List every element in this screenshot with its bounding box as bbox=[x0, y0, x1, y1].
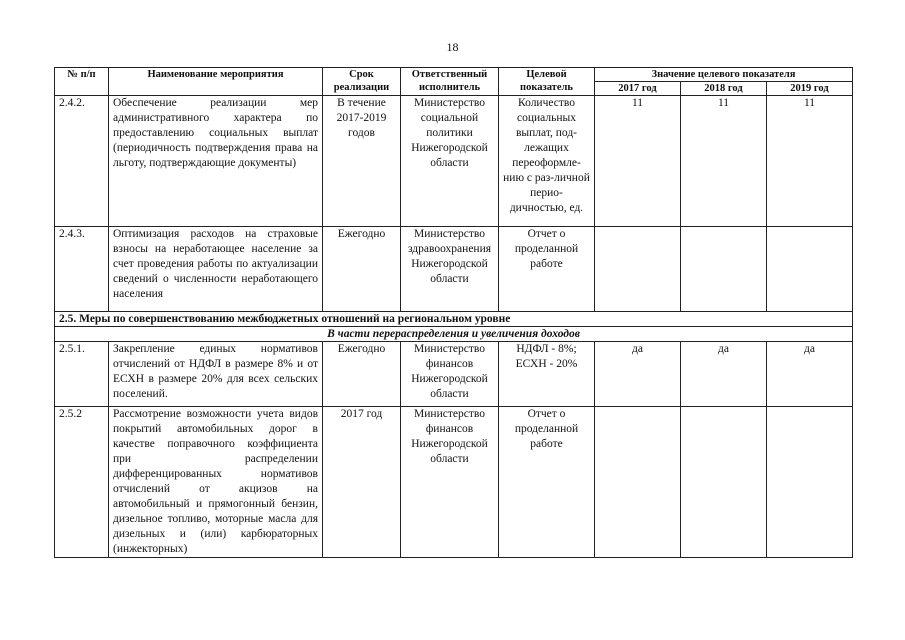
table-row bbox=[55, 227, 853, 312]
table-row bbox=[55, 96, 853, 227]
measure-term: В течение 2017-2019 годов bbox=[323, 96, 401, 227]
measure-name: Закрепление единых нормативов отчислений от НДФЛ в размере 8% и от ЕСХН в размере 20% для всех сельских поселений. bbox=[109, 342, 323, 407]
header-num: № п/п bbox=[55, 68, 109, 96]
header-year-2017: 2017 год bbox=[595, 82, 681, 96]
value-2018: 11 bbox=[681, 96, 767, 227]
value-2017 bbox=[595, 227, 681, 312]
header-executor: Ответственный исполнитель bbox=[401, 68, 499, 96]
section-title: 2.5. Меры по совершенствованию межбюджетных отношений на региональном уровне bbox=[55, 312, 853, 327]
measure-target: Отчет о проделанной работе bbox=[499, 407, 595, 558]
value-2018 bbox=[681, 407, 767, 558]
page-number: 18 bbox=[446, 40, 459, 54]
row-number: 2.5.1. bbox=[55, 342, 109, 407]
value-2019: 11 bbox=[767, 96, 853, 227]
value-2019: да bbox=[767, 342, 853, 407]
subsection-title: В части перераспределения и увеличения доходов bbox=[55, 327, 853, 342]
measure-executor: Министерство социальной политики Нижегородской области bbox=[401, 96, 499, 227]
subsection-row bbox=[55, 327, 853, 342]
value-2018: да bbox=[681, 342, 767, 407]
row-number: 2.4.3. bbox=[55, 227, 109, 312]
measure-name: Обеспечение реализации мер административного характера по предоставлению социальных выплат (периодичность подтверждения права на льготу, подтверждающие документы) bbox=[109, 96, 323, 227]
table-row bbox=[55, 342, 853, 407]
value-2019 bbox=[767, 407, 853, 558]
value-2017: 11 bbox=[595, 96, 681, 227]
measure-target: Отчет о проделанной работе bbox=[499, 227, 595, 312]
measure-executor: Министерство финансов Нижегородской области bbox=[401, 342, 499, 407]
header-name: Наименование мероприятия bbox=[109, 68, 323, 96]
measure-term: 2017 год bbox=[323, 407, 401, 558]
table-row bbox=[55, 407, 853, 558]
measures-table bbox=[54, 67, 853, 558]
section-row bbox=[55, 312, 853, 327]
header-year-2018: 2018 год bbox=[681, 82, 767, 96]
row-number: 2.5.2 bbox=[55, 407, 109, 558]
header-term: Срок реализации bbox=[323, 68, 401, 96]
measure-executor: Министерство финансов Нижегородской области bbox=[401, 407, 499, 558]
value-2018 bbox=[681, 227, 767, 312]
header-value-group: Значение целевого показателя bbox=[595, 68, 853, 82]
row-number: 2.4.2. bbox=[55, 96, 109, 227]
measure-name: Рассмотрение возможности учета видов покрытий автомобильных дорог в качестве поправочного коэффициента при распределении дифференцированных нормативов отчислений от акцизов на автомобильный и прямогонный бензин, дизельное топливо, моторные масла для дизельных и (или) карбюраторных (инжекторных) bbox=[109, 407, 323, 558]
measure-target: НДФЛ - 8%; ЕСХН - 20% bbox=[499, 342, 595, 407]
header-target: Целевой показатель bbox=[499, 68, 595, 96]
header-year-2019: 2019 год bbox=[767, 82, 853, 96]
measure-target: Количество социальных выплат, под-лежащих переоформле-нию с раз-личной перио-дичностью, ед. bbox=[499, 96, 595, 227]
value-2019 bbox=[767, 227, 853, 312]
measure-name: Оптимизация расходов на страховые взносы на неработающее население за счет проведения работы по актуализации сведений о численности неработающего населения bbox=[109, 227, 323, 312]
measure-term: Ежегодно bbox=[323, 227, 401, 312]
value-2017: да bbox=[595, 342, 681, 407]
measure-executor: Министерство здравоохранения Нижегородской области bbox=[401, 227, 499, 312]
value-2017 bbox=[595, 407, 681, 558]
measure-term: Ежегодно bbox=[323, 342, 401, 407]
